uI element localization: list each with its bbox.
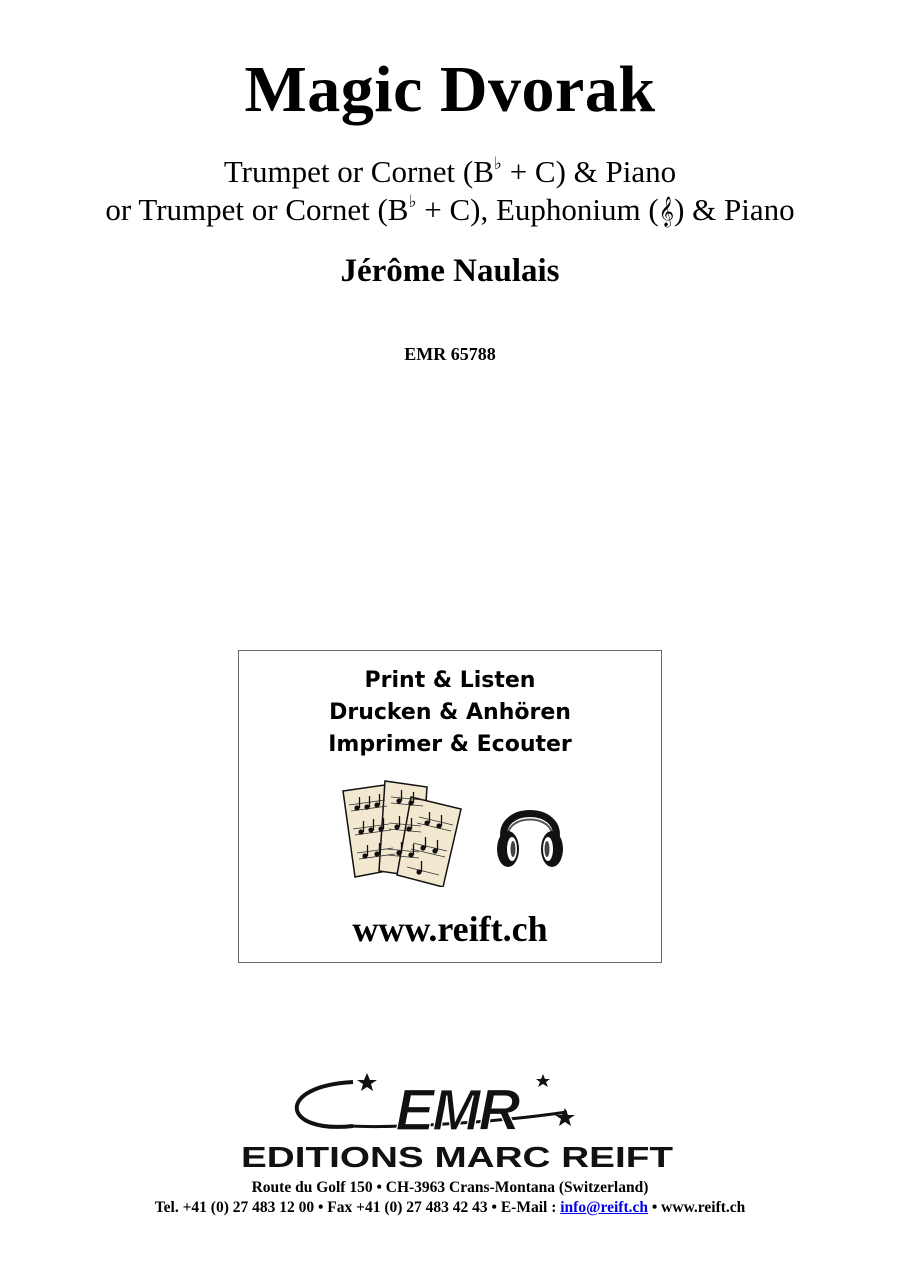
page-title: Magic Dvorak — [244, 53, 656, 126]
star-icon — [536, 1074, 550, 1087]
promo-line-french: Imprimer & Ecouter — [328, 732, 572, 757]
flat-sign: ♭ — [408, 192, 417, 211]
star-icon — [357, 1073, 377, 1091]
publisher-name: EDITIONS MARC REIFT — [241, 1142, 674, 1170]
instr-text-2a: or Trumpet or Cornet (B — [105, 192, 409, 227]
instr-text-1b: + C) & Piano — [501, 154, 677, 189]
emr-logo — [235, 1072, 675, 1170]
logo-letters: EMR — [395, 1078, 519, 1143]
headphones-icon — [494, 789, 566, 871]
contact-website: • www.reift.ch — [648, 1199, 746, 1216]
instrumentation-line-2 — [0, 191, 900, 231]
star-icon — [555, 1108, 575, 1126]
treble-clef-icon: 𝄞 — [658, 197, 675, 227]
instrumentation-line-1 — [0, 153, 900, 191]
print-listen-box — [238, 650, 662, 963]
catalog-code: EMR 65788 — [404, 344, 496, 364]
sheet-music-icon — [339, 777, 469, 887]
email-link[interactable]: info@reift.ch — [560, 1199, 648, 1216]
promo-line-german: Drucken & Anhören — [329, 700, 571, 725]
promo-line-english: Print & Listen — [364, 668, 536, 693]
publisher-contact — [0, 1198, 900, 1218]
instr-text-2c: ) & Piano — [674, 192, 795, 227]
flat-sign: ♭ — [493, 154, 502, 173]
instr-text-2b: + C), Euphonium ( — [416, 192, 659, 227]
instr-text-1a: Trumpet or Cornet (B — [223, 154, 494, 189]
composer-name: Jérôme Naulais — [340, 253, 560, 289]
contact-phone-fax: Tel. +41 (0) 27 483 12 00 • Fax +41 (0) 27 483 42 43 • E-Mail : — [154, 1199, 561, 1216]
promo-url[interactable]: www.reift.ch — [352, 909, 548, 949]
publisher-address: Route du Golf 150 • CH-3963 Crans-Montana (Switzerland) — [251, 1179, 649, 1196]
